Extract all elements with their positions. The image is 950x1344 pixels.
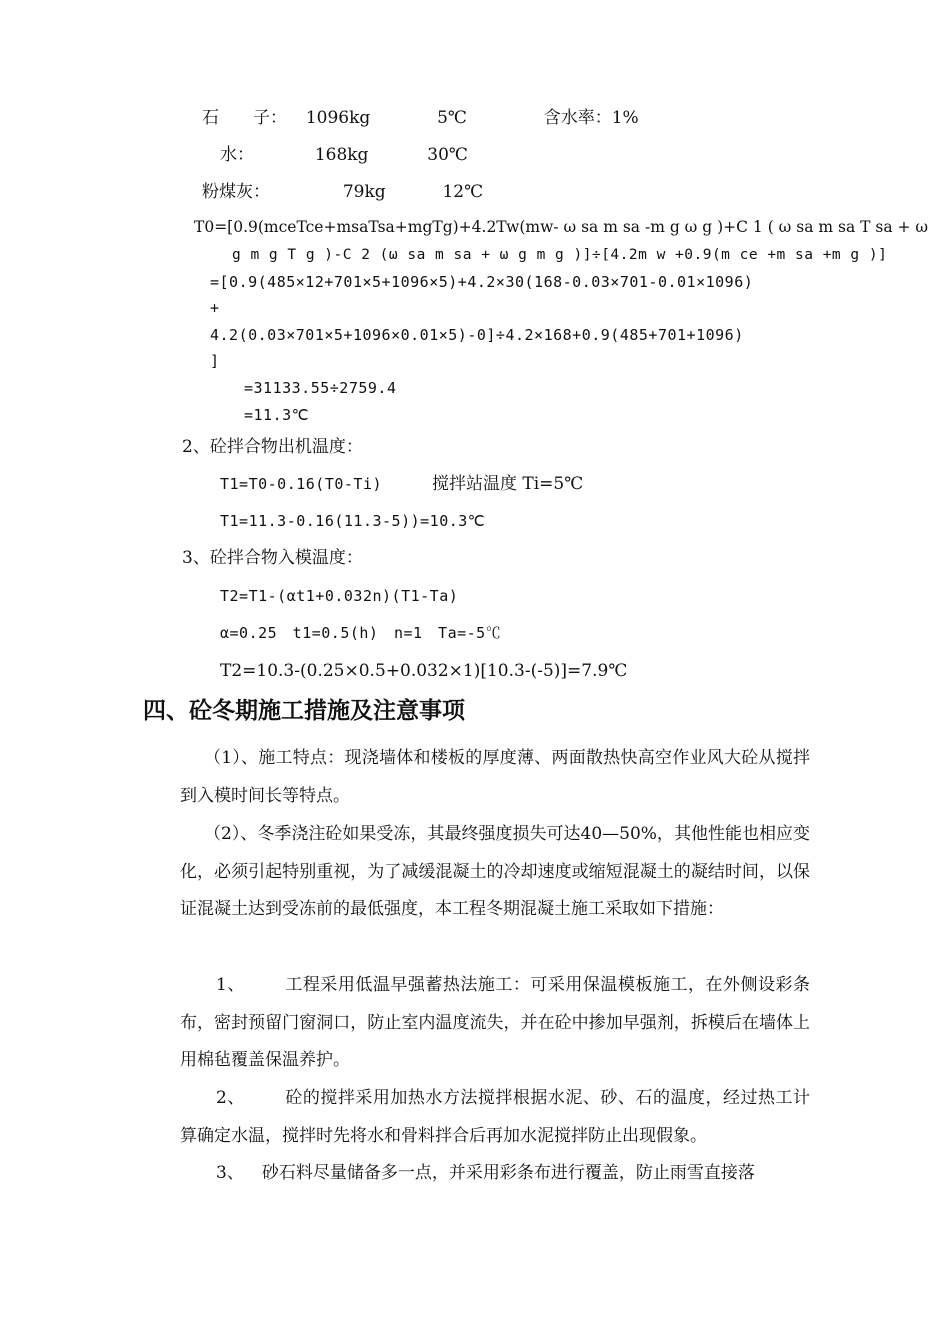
section-heading: 四、砼冬期施工措施及注意事项 [143,698,465,724]
section2-formula: T1=T0-0.16(T0-Ti) [220,475,383,493]
list-item-3-number: 3、 [216,1163,244,1183]
list-item-2 [180,1080,810,1155]
section2-result: T1=11.3-0.16(11.3-5))=10.3℃ [220,512,486,530]
water-temp: 30℃ [427,145,468,165]
section3-title: 3、砼拌合物入模温度： [182,548,363,568]
section2-title: 2、砼拌合物出机温度： [182,437,363,457]
list-item-3 [180,1155,810,1193]
water-row [220,144,468,166]
flyash-temp: 12℃ [442,182,484,202]
formula-t0-result: =11.3℃ [244,406,309,424]
stone-row [202,107,639,129]
paragraph-freeze-loss: （2）、冬季浇注砼如果受冻，其最终强度损失可达40—50%，其他性能也相应变化，必须引起特别重视，为了减缓混凝土的冷却速度或缩短混凝土的凝结时间，以保证混凝土达到受冻前的最低强度，本工程冬期混凝土施工采取如下措施： [180,824,810,919]
section3-params: α=0.25 t1=0.5(h) n=1 Ta=-5℃ [220,624,502,642]
section3-result: T2=10.3-(0.25×0.5+0.032×1)[10.3-(-5)]=7.9℃ [220,661,628,681]
formula-t0-line4: + [210,299,220,317]
formula-t0-line6: ] [210,352,220,370]
list-item-1 [180,967,810,1080]
formula-t0-line5: 4.2(0.03×701×5+1096×0.01×5)-0]÷4.2×168+0.9(485+701+1096) [210,326,744,344]
formula-t0-line1: T0=[0.9(mceTce+msaTsa+mgTg)+4.2Tw(mw- ω sa m sa -m g ω g )+C 1 ( ω sa m sa T sa + ω [194,218,929,236]
list-item-2-number: 2、 [216,1088,245,1108]
stone-mass: 1096kg [305,108,371,128]
water-label: 水： [220,145,254,165]
water-mass: 168kg [314,145,369,165]
section3-formula: T2=T1-(αt1+0.032n)(T1-Ta) [220,587,459,605]
formula-t0-line2: g m g T g )-C 2 (ω sa m sa + ω g m g )]÷[4.2m w +0.9(m ce +m sa +m g )] [232,247,888,263]
flyash-label: 粉煤灰： [202,182,270,202]
section2-note: 搅拌站温度 Ti=5℃ [432,474,584,494]
formula-t0-line3: =[0.9(485×12+701×5+1096×5)+4.2×30(168-0.03×701-0.01×1096) [210,273,754,291]
flyash-mass: 79kg [342,182,386,202]
stone-moisture: 含水率：1% [543,108,639,128]
list-item-1-number: 1、 [216,975,245,995]
stone-label: 石 子： [202,108,287,128]
list-item-1-text: 工程采用低温早强蓄热法施工：可采用保温模板施工，在外侧设彩条布，密封预留门窗洞口，防止室内温度流失，并在砼中掺加早强剂，拆模后在墙体上用棉毡覆盖保温养护。 [180,975,810,1070]
formula-t0-line7: =31133.55÷2759.4 [244,379,397,397]
flyash-row [202,181,483,203]
paragraph-construction-features: （1）、施工特点：现浇墙体和楼板的厚度薄、两面散热快高空作业风大砼从搅拌到入模时间长等特点。 [180,748,810,806]
stone-temp: 5℃ [437,108,467,128]
list-item-2-text: 砼的搅拌采用加热水方法搅拌根据水泥、砂、石的温度，经过热工计算确定水温，搅拌时先将水和骨料拌合后再加水泥搅拌防止出现假象。 [180,1088,810,1146]
list-item-3-text: 砂石料尽量储备多一点，并采用彩条布进行覆盖，防止雨雪直接落 [261,1163,755,1183]
